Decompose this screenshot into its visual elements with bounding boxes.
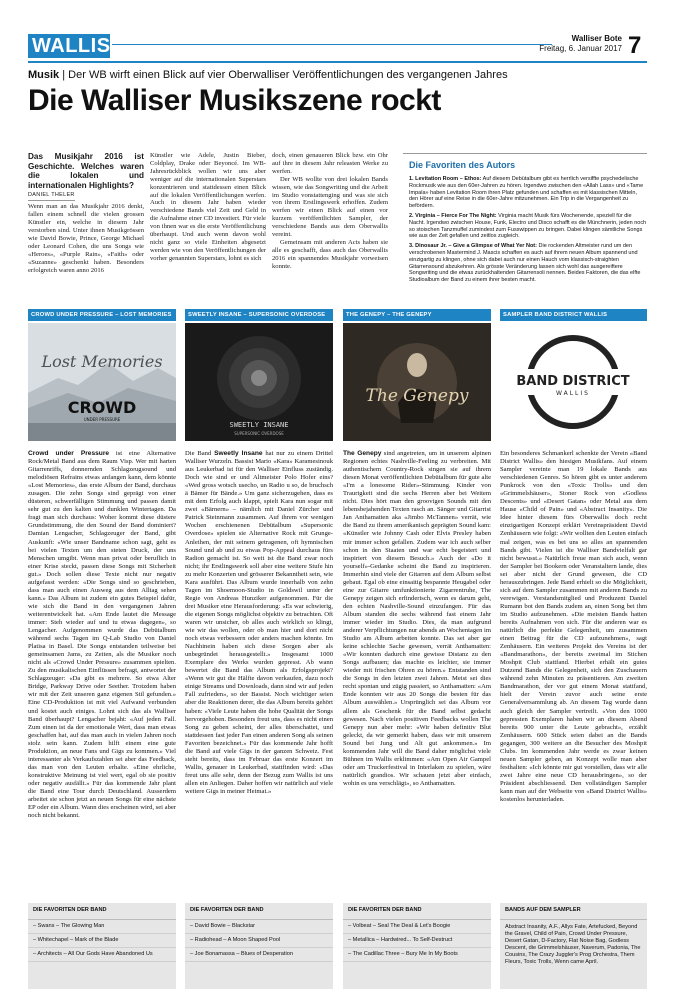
list-item: – Radiohead – A Moon Shaped Pool — [185, 934, 333, 948]
intro-text-3a: doch, einen genaueren Blick bzw. ein Ohr auf ihre in diesem Jahr releasten Werke zu werfen. — [272, 152, 388, 175]
list-item: – Whitechapel – Mark of the Blade — [28, 934, 176, 948]
album-article-4 — [500, 450, 647, 804]
cover-title: BAND DISTRICT — [516, 374, 630, 389]
list-item: – David Bowie – Blackstar — [185, 920, 333, 934]
album-cover-supersonic-overdose — [185, 323, 333, 441]
intro-column-3 — [272, 152, 388, 271]
cover-title: SWEETLY INSANE — [229, 421, 289, 429]
kicker — [28, 69, 647, 81]
list-item: – The Cadillac Three – Bury Me In My Boots — [343, 948, 491, 962]
box-title: DIE FAVORITEN DER BAND — [185, 903, 333, 920]
kicker-label: Musik — [28, 69, 60, 81]
list-item: – Architects – All Our Gods Have Abandoned Us — [28, 948, 176, 962]
album-cover-band-district — [500, 323, 647, 441]
author-favorites-box — [403, 153, 647, 284]
newspaper-name: Walliser Bote — [571, 34, 622, 43]
band-favorites-box — [28, 903, 176, 989]
intro-text-3c: Gemeinsam mit anderen Acts haben sie alle es geschafft, dass auch das Oberwallis 2016 ein spannendes Musikjahr vorweisen konnte. — [272, 238, 388, 270]
album-caption: SWEETLY INSANE – SUPERSONIC OVERDOSE — [185, 309, 333, 321]
cover-title: Lost Memories — [41, 352, 163, 371]
cover-subtitle: SUPERSONIC OVERDOSE — [234, 431, 284, 436]
band-favorites-box — [343, 903, 491, 989]
album-caption: CROWD UNDER PRESSURE – LOST MEMORIES — [28, 309, 176, 321]
cover-band: CROWD — [67, 398, 137, 417]
favorite-item — [409, 213, 647, 240]
section-title: WALLIS — [28, 34, 110, 58]
list-item: – Volbeat – Seal The Deal & Let's Boogie — [343, 920, 491, 934]
sampler-band-list: Abstract Insanity, A.F., Allys Fate, Artefucked, Beyond the Gravel, Child of Pain, Crowd Under Pressure, Desert Gatan, D-Factory, Flat Noise Bag, Godless Descent, die Grimmelshäuser, Naverum, Padonia, The Cousins, The Crazy Juggler's Prog Orchestra, Them Fleurs, Toxic Trolls, Wenn came April. — [505, 924, 641, 965]
box-title: DIE FAVORITEN DER BAND — [343, 903, 491, 920]
kicker-text: | Der WB wirft einen Blick auf vier Oberwalliser Veröffentlichungen des vergangenen Jahres — [62, 69, 508, 81]
issue-date: Freitag, 6. Januar 2017 — [539, 44, 622, 53]
page-number: 7 — [628, 32, 642, 59]
band-name: Crowd under Pressure — [28, 450, 110, 457]
favorite-item — [409, 176, 647, 210]
author-byline: DANIEL THELER — [28, 192, 75, 201]
favorite-head: 3. Dinosaur Jr. – Give a Glimpse of What Yer Not: — [409, 243, 537, 250]
article-lead: Das Musikjahr 2016 ist Geschichte. Welches waren die lokalen und internationalen Highlights? — [28, 152, 144, 190]
intro-text-1: Wenn man an das Musikjahr 2016 denkt, fallen einem schnell die vielen grossen Künstler ein, welche in diesem Jahr verstorben sind. Unter ihnen Musikgrössen wie David Bowie, Prince, George Michael oder Leonard Cohen, die uns Songs wie «Heroes», «Purple Rain», «Faith» oder «Suzanne» geschenkt haben. Besonders erfolgreich waren anno 2016 — [28, 203, 144, 274]
header-rule — [112, 44, 552, 45]
list-item: – Swans – The Glowing Man — [28, 920, 176, 934]
album-article-1 — [28, 450, 176, 820]
band-name: The Genepy — [343, 450, 382, 457]
sampler-bands-box — [500, 903, 647, 989]
header-underline — [28, 61, 647, 63]
article-body: hat nur zu einem Drittel Walliser Wurzeln. Bassist Mario «Kara» Karamesinouk aus Leukerbad ist für den Walliser Einfluss zuständig. Doch wie sind er und Altmeister Polo Hofer eins? «Wed gross wotsch usecho, un Radio u so, de bruchsch ä Bämer für Bände.» Um ganz sicherzugehen, dass es mit dem Erfolg auch klappt, spielt Kara nun sogar mit zwei «Bärnern» – nämlich mit Daniel Zürcher und Patrick Steinmann zusammen. Auf ihrem vor wenigen Wochen erschienenen Debütalbum «Supersonic Overdose» spielen sie Alternative Rock mit Grunge-Anleihen, der mit seinem getragenen, oft hymnischen Sound und ab und zu etwas Pop-Appeal durchaus fürs Radion gemacht ist. So weit ist die Band zwar noch nicht; ihr Erstlingswerk soll aber eine weitere Stufe hin zu mehr Konzerten und grösserer Bekanntheit sein, wie Kara ausführt. Das Album wurde innerhalb von zehn Tagen im Shoemoon-Studio in Goldswil unter der Regie von Andreas Hunziker aufgenommen. Für die drei Musiker eine Herausforderung: «Es war schwierig, die eigenen Songs möglichst objektiv zu betrachten. Oft waren wir unsicher, ob alles auch wirklich so klingt, wie wir das wollen, oder ob man hier und dort nicht noch etwas verbessern oder anders machen könnte. Im Nachhinein haben sich diese Sorgen aber als unbegründet herausgestellt.» Insgesamt 1000 Exemplare des Werks wurden gepresst. Ab wann bewertet die Band das Album als Erfolgsprojekt? «Wenn wir gut die Hälfte davon verkaufen, dazu noch einige Streams und Downloads, dann sind wir auf jeden Fall zufrieden», so der Bassist. Noch wichtiger seien aber die Reaktionen derer, die das Album bereits gehört haben: «Viele Leute haben die hohe Qualität der Songs hervorgehoben. Besonders freut uns, dass es nicht einen Song zu geben scheint, der alles überschattet, und stattdessen fast jeder Fan einen anderen Song als seinen Favoriten bezeichnet.» Für das kommende Jahr hofft die Band auf viele Gigs in der ganzen Schweiz. Fest steht bereits, dass im Februar das erste Konzert im Wallis, genauer in Leukerbad, stattfinden wird: «Das freut uns alle sehr, denn der Bezug zum Wallis ist uns allen ein Anliegen. Daher hoffen wir natürlich auf viele weitere Gigs in meiner Heimat.» — [185, 450, 333, 795]
cover-subtitle: WALLIS — [556, 390, 590, 397]
favorites-title: Die Favoriten des Autors — [409, 160, 516, 170]
headline: Die Walliser Musikszene rockt — [28, 84, 441, 117]
cover-title: The Genepy — [365, 386, 469, 406]
intro-text-2: Künstler wie Adele, Justin Bieber, Coldplay, Drake oder Beyoncé. Im WB-Jahresrückblick wollen wir uns aber weniger auf die internationalen Superstars konzentrieren und stattdessen einen Blick auf die lokalen Veröffentlichungen werfen. Auch in diesem Jahr haben wieder verschiedene Bands viel Zeit und Geld in die Aufnahme einer CD investiert. Für viele von ihnen war es die erste Veröffentlichung überhaupt. Und auch wenn davon wohl nicht ganz so viele Einheiten abgesetzt werden wie von den Veröffentlichungen der vorher genannten Superstars, lohnt es sich — [150, 152, 266, 262]
album-article-3 — [343, 450, 491, 788]
favorite-item — [409, 243, 647, 284]
box-title: DIE FAVORITEN DER BAND — [28, 903, 176, 920]
band-favorites-box — [185, 903, 333, 989]
article-body: Ein besonderes Schmankerl schenkte der Verein «Band District Wallis» den hiesigen Musikfans. Auf einem Sampler vereinte man 19 lokale Bands aus verschiedenen Genres. So hören gibt es unter anderem Punkrock von den «Toxic Trolls» und den «Grimmelshäuser», Stoner Rock von «Godless Descents» und «Desert Gatan» oder Metal aus dem Hause «Child of Pain» und «Abstract Insanity». Die Idee hinter diesem fürs Oberwallis doch recht einzigartigen Konzept erklärt Vereinspräsident David Zenhäusern wie folgt: «Wir wollten den Leuten einfach mal zeigen, was es bei uns so alles an spannenden Bands gibt. Vielen ist die Walliser Bandvielfalt gar nicht bewusst.» Natürlich freue man sich auch, wenn der Sampler bei Bookern oder Veranstaltern lande, dies sei aber nicht der Grund gewesen, die CD herauszubringen. Jede Band erhielt so die Möglichkeit, sich auf dem Sampler zusammen mit anderen Bands zu verewigen. Vorstandsmitglied und Produzent Daniel Rumann bot den Bands zudem an, einen Song bei ihm im Studio aufzunehmen. «Die meisten Bands hatten bereits Aufnahmen von sich. Für die anderen war es natürlich die perfekte Gelegenheit, um zusammen einen Beitrag für die CD aufzunehmen», sagt Zenhäusern. Ein weiteres Projekt des Vereins ist der «Bandmarathon», der bereits zweimal im Stichen Moshpit Club stattfand. Hierbei erhält ein gutes Dutzend Bands die Gelegenheit, sich den Zuschauern während zehn Minuten zu präsentieren. Am zweiten Bandmarathon, der vor gut einem Monat stattfand, hielt der Verein zuvor auch seine erste Generalversammlung ab. An diesem Tag wurde dann auch gleich der Sampler vertreilt. «Von den 1000 gepressten Exemplaren haben wir an diesem Abend bereits 900 unter die Leute gebracht», erzählt Zenhäusern. 600 Stück seien dabei an die Bands gegangen, 300 weitere an die Besucher des Moshpit Clubs. Im kommenden Jahr werde es zwar keinen neuen Sampler geben, an Konzept wolle man aber festhalten: «Ich könnte mir gut vorstellen, dass wir alle zwei Jahre eine neue CD herausbringen», so der Präsident abschliessend. Den vollständigen Sampler kann man auf der Webseite von «Band District Wallis» kostenlos herunterladen. — [500, 450, 647, 804]
favorite-text: Die rockenden Altmeister rund um den verschrobenen Mastermind J. Mascis schaffen es auch auf ihrem neuen Album spannend und einzigartig zu klingen, ohne sich dabei auch nur einen Hauch vom klassisch-straighten Gitarrensound abzukehren. Als grösste Veränderung lassen sich wohl das ausgereiftere Songwriting und die etwas zurückhaltenden Gitarrensoli nennen. Beides Faktoren, die das elfte Studioalbum der Band zu einem ihrer besten macht. — [409, 243, 641, 284]
article-body: ist eine Alternative Rock/Metal Band aus dem Raum Visp. Wer mit harten Gitarrenriffs, donnernden Schlagzeugsound und melodiösen Refrains etwas anfangen kann, dem könnte «Lost Memories», das erste Album der Band, durchaus zusagen. Die zehn Songs sind geprägt von einer düsteren, schwerfälligen Stimmung und passen damit sehr gut zu den kalten und dunklen Wintertagen. Da fragt man sich durchaus: Woher kommt diese düstere Grundstimmung, die den Sound der Band dominiert? Damian Lengacher, Schlagzeuger der Band, gibt Auskunft: «Wie unser Bandname schon sagt, geht es bei vielen Texten um den steten Druck, der uns Menschen umgibt. Wenn man privat oder beruflich in einer Krise steckt, passen diese Songs mit Sicherheit gut.» Doch sollen diese Texte nicht nur negativ aufgefasst werden: «Die Songs sind so geschrieben, dass man auch einen Ausweg aus dem Alltag sehen kann.» Das Album ist zudem ein gutes Beispiel dafür, wie sich die Band in den vergangenen Jahren weiterentwickelt hat. «Am Ende lautet die Message immer: Steh wieder auf und tu etwas dagegen», so Lengacher. Aufgenommen wurde das Debütalbum während sechs Tagen im Q-Lab Studio von Daniel Platisa in Basel. Die Songs entstanden teilweise bei gemeinsamen Jams, zu Zeiten, als die Musiker noch nicht als «Crowd Under Pressure» zusammen spielten. Zu den musikalischen Einflüssen befragt, antwortet der Schlagzeuger: «Da gibt es mehrere. So etwa Alter Bridge, Parkway Drive oder Seether. Trotzdem haben wir mit der Zeit unseren ganz eigenen Stil gefunden.» Eine CD-Produktion ist mit viel Aufwand verbunden und kostet auch einiges. Lohnt sich das als Walliser Band überhaupt? Lengacher bejaht: «Auf jeden Fall. Zum einen ist da der emotionale Wert, dass man etwas geschaffen hat, auf das man auch in vielen Jahren noch stolz sein kann. Zudem hilft einem eine gute Produktion, an neue Fans und Gigs zu kommen.» Viel interessanter als Verkaufszahlen sei aber das Feedback, das man von den Leuten erhalte. «Eine ehrliche, konstruktive Meinung ist viel wert, egal ob sie positiv oder negativ ausfällt.» Für das kommende Jahr plant die Band eine Tour durch Deutschland. Ausserdem arbeitet sie schon jetzt an neuen Songs für eine nächste EP oder ein Album. Wann dies erscheinen wird, sei aber noch nicht bekannt. — [28, 450, 176, 820]
page-header — [28, 34, 647, 60]
album-cover-the-genepy — [343, 323, 491, 441]
article-lead-text: Die Band — [185, 450, 215, 457]
band-name: Sweetly Insane — [214, 450, 263, 457]
intro-column-2 — [150, 152, 266, 263]
intro-column-1 — [28, 152, 144, 274]
cover-subtitle: UNDER PRESSURE — [83, 417, 121, 422]
album-cover-lost-memories — [28, 323, 176, 441]
favorite-head: 2. Virginia – Fierce For The Night: — [409, 212, 497, 219]
favorite-text: Auf diesem Debütalbum gibt es herrlich versiffte psychedelische Rockmusik wie aus den 60er-Jahren zu hören. Irgendwo zwischen den «Allah Lass» und «Tame Impala» haben Levitation Room ihren Platz gefunden und schaffen es mit klassischen Mitteln, den Hörer auf eine Reise in die 60er-Jahre mitzunehmen. Ein Trip in die Vergangenheit zu befördern. — [409, 176, 644, 210]
box-title: BANDS AUF DEM SAMPLER — [500, 903, 647, 920]
article-body: sind angetreten, um in unserem alpinen Regionen echtes Nashville-Feeling zu verbreiten. Mit authentischem Country-Rock singen sie auf ihrem diesen Monat veröffentlichten Debütalbum für gute alte «I'm a lonesome Rider»-Stimmung. Kinder von Traurigkeit sind die sechs Herren aber bei Weitem nicht. Dies hört man den groovigen Sounds mit den lebensbejahenden Texten rasch an. Sänger und Gitarrist Jan Anthamatten aka «Jimbo McTannen» verrät, wie die Band zu ihrem amerikanisch geprägten Sound kam: «Künstler wie Johnny Cash oder Elvis Presley haben mir immer schon gefallen. Zudem war ich auch selber schon in den Staaten und war echt begeistert und inspiriert von diesem Besuch.» Auch der «Do it yourself»-Gedanke scheint die Band zu inspirieren. Immerhin sind viele der Gitarren auf dem Album selbst gebaut. Egal ob eine einsaitig bespannte Heugabel oder eine zur Gitarre umfunktionierte Zigarrentruhe, The Genepy zeigen sich erfinderisch, wenn es darum geht, den echten Nashville-Sound einzufangen. Für das Album standen die sechs während fast einem Jahr immer wieder im Studio. Dies, da man aufgrund anderer Verpflichtungen nur abends an Wochentagen im Studio am Album arbeiten konnte. Das sei aber gar keine schlechte Sache gewesen, verrät Anthamatten: «Wir konnten dadurch eine gewisse Distanz zu den Songs aufbauen; das machte es leichter, sie immer wieder mit frischen Ohren zu hören.» Entstanden sind die Songs in den letzten zwei Jahren. Meist sei dies recht spontan und zügig passiert, so Anthamatten: «Am Ende konnten wir aus 20 Songs die besten für das Album auswählen.» Ursprünglich sei das Album vor allem als Geschenk für die Band selbst gedacht gewesen. Nach vielen positiven Feedbacks wollen The Genepy nun aber mehr: «Wir haben definitiv Blut geleckt, da wir gemerkt haben, dass wir mit unserem Sound bei Jung und Alt gut ankommen.» Im kommenden Jahr will die Band daher möglichst viele Bühnen im Wallis erklimmen: «Am Open Air Gampel oder am Truckerfestival in Interlaken zu spielen, wäre natürlich grandios. Wir schauen jetzt aber einfach, wohin es uns verschlägt», so Anthamatten. — [343, 450, 491, 787]
list-item: – Joe Bonamassa – Blues of Desperation — [185, 948, 333, 962]
album-article-2 — [185, 450, 333, 796]
list-item: – Metallica – Hardwired... To Self-Destruct — [343, 934, 491, 948]
album-caption: THE GENEPY – THE GENEPY — [343, 309, 491, 321]
favorite-head: 1. Levitation Room – Ethos: — [409, 176, 482, 182]
album-caption: SAMPLER BAND DISTRICT WALLIS — [500, 309, 647, 321]
favorite-text: Virginia macht Musik fürs Wochenende, speziell für die Nacht. Irgendwo zwischen House, Funk, Electro und Disco schafft es die Münchnerin, jeden noch so stoischen Tanzmuffel zumindest zum Fusswippen zu bringen. Dabei klingen sämtliche Songs wie aus der Zeit gefallen und zeitlos zugleich. — [409, 212, 647, 240]
intro-text-3b: Der WB wollte von drei lokalen Bands wissen, wie das Songwriting und die Arbeit im Studio vonstattenging und was sie sich von ihrem Erstlingswerk erhoffen. Zudem werfen wir einen Blick auf einen vor kurzem veröffentlichten Sampler, der verschiedene Bands aus dem Oberwallis vereint. — [272, 175, 388, 239]
